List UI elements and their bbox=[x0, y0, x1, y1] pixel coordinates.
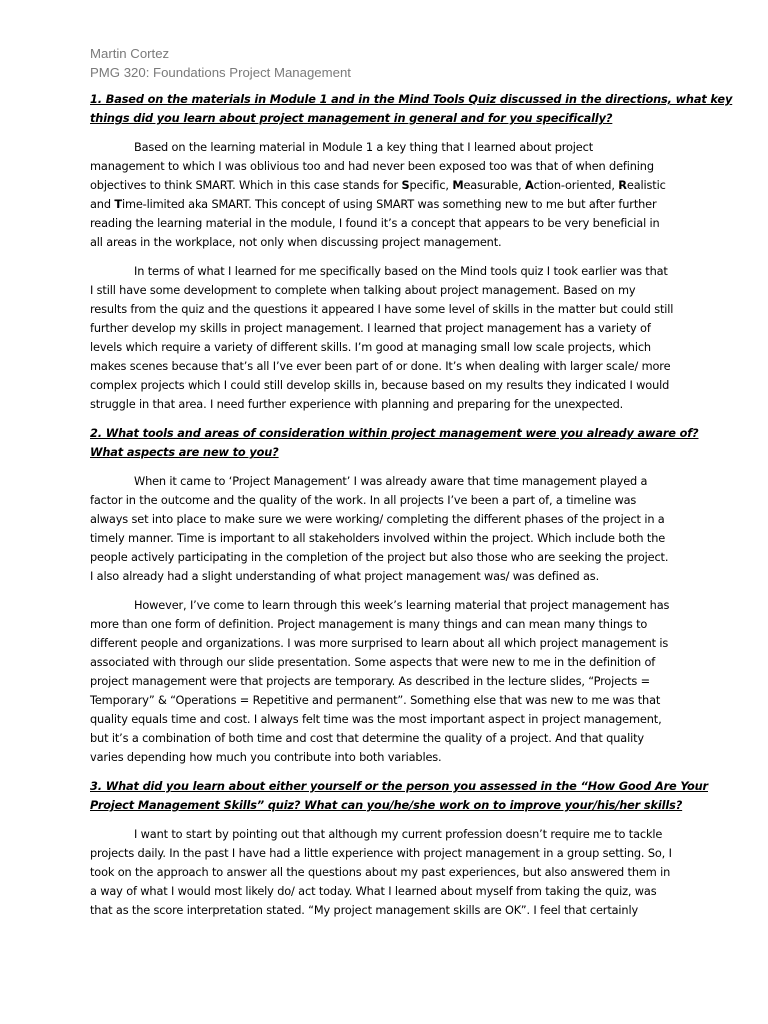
question-3 bbox=[90, 777, 708, 815]
text-line: However, I’ve come to learn through this week’s learning material that project management has bbox=[134, 598, 670, 612]
question-3-line: 3. What did you learn about either yourself or the person you assessed in the “How Good Are Your bbox=[90, 779, 708, 793]
text-line: Based on the learning material in Module 1 a key thing that I learned about project bbox=[134, 140, 594, 154]
text-line: project management were that projects are temporary. As described in the lecture slides, “Projects = bbox=[90, 674, 650, 688]
answer-3-paragraph-1 bbox=[90, 825, 680, 920]
text-line: levels which require a variety of different skills. I’m good at managing small low scale projects, which bbox=[90, 340, 651, 354]
text-line: complex projects which I could still develop skills in, because based on my results they indicated I would bbox=[90, 378, 670, 392]
text-line: but it’s a combination of both time and cost that determine the quality of a project. And that quality bbox=[90, 731, 644, 745]
question-3-line: Project Management Skills” quiz? What can you/he/she work on to improve your/his/her skills? bbox=[90, 798, 683, 812]
question-1-line: 1. Based on the materials in Module 1 and in the Mind Tools Quiz discussed in the directions, what key bbox=[90, 92, 733, 106]
question-2-line: 2. What tools and areas of consideration within project management were you already aware of? bbox=[90, 426, 699, 440]
text-line: people actively participating in the completion of the project but also those who are seeking the project. bbox=[90, 550, 669, 564]
text-line: quality equals time and cost. I always felt time was the most important aspect in project management, bbox=[90, 712, 662, 726]
answer-2-paragraph-2 bbox=[90, 596, 680, 767]
text-line: different people and organizations. I was more surprised to learn about all which project management is bbox=[90, 636, 669, 650]
text-line: Temporary” & “Operations = Repetitive and permanent”. Something else that was new to me was that bbox=[90, 693, 661, 707]
text-line: objectives to think SMART. Which in this case stands for Specific, Measurable, Action-oriented, Realistic bbox=[90, 178, 666, 192]
text-line: I also already had a slight understanding of what project management was/ was defined as. bbox=[90, 569, 600, 583]
text-line: results from the quiz and the questions it appeared I have some level of skills in the matter but could still bbox=[90, 302, 674, 316]
text-line: makes scenes because that’s all I’ve ever been part of or done. It’s when dealing with larger scale/ more bbox=[90, 359, 671, 373]
text-line: a way of what I would most likely do/ act today. What I learned about myself from taking the quiz, was bbox=[90, 884, 657, 898]
text-line: associated with through our slide presentation. Some aspects that were new to me in the definition of bbox=[90, 655, 656, 669]
text-line: struggle in that area. I need further experience with planning and preparing for the unexpected. bbox=[90, 397, 624, 411]
question-2-line: What aspects are new to you? bbox=[90, 445, 279, 459]
answer-1-paragraph-2 bbox=[90, 262, 680, 414]
question-1-line: things did you learn about project management in general and for you specifically? bbox=[90, 111, 613, 125]
text-line: I still have some development to complete when talking about project management. Based on my bbox=[90, 283, 636, 297]
text-line: all areas in the workplace, not only when discussing project management. bbox=[90, 235, 502, 249]
text-line: further develop my skills in project management. I learned that project management has a variety of bbox=[90, 321, 651, 335]
question-1 bbox=[90, 90, 733, 128]
text-line: that as the score interpretation stated. “My project management skills are OK”. I feel that certainly bbox=[90, 903, 639, 917]
answer-2-paragraph-1 bbox=[90, 472, 680, 586]
text-line: I want to start by pointing out that although my current profession doesn’t require me to tackle bbox=[134, 827, 663, 841]
text-line: always set into place to make sure we were working/ completing the different phases of the project in a bbox=[90, 512, 665, 526]
text-line: factor in the outcome and the quality of the work. In all projects I’ve been a part of, a timeline was bbox=[90, 493, 637, 507]
text-line: more than one form of definition. Project management is many things and can mean many things to bbox=[90, 617, 648, 631]
text-line: took on the approach to answer all the questions about my past experiences, but also answered them in bbox=[90, 865, 671, 879]
text-line: projects daily. In the past I have had a little experience with project management in a group setting. So, I bbox=[90, 846, 672, 860]
answer-1-paragraph-1 bbox=[90, 138, 680, 252]
text-line: timely manner. Time is important to all stakeholders involved within the project. Which include both the bbox=[90, 531, 666, 545]
author-name: Martin Cortez bbox=[90, 46, 170, 61]
text-line: management to which I was oblivious too and had never been exposed too was that of when defining bbox=[90, 159, 654, 173]
course-title: PMG 320: Foundations Project Management bbox=[90, 65, 351, 80]
text-line: When it came to ‘Project Management’ I was already aware that time management played a bbox=[134, 474, 648, 488]
text-line: In terms of what I learned for me specifically based on the Mind tools quiz I took earlier was that bbox=[134, 264, 668, 278]
document-page bbox=[90, 44, 733, 920]
text-line: reading the learning material in the module, I found it’s a concept that appears to be very beneficial in bbox=[90, 216, 660, 230]
text-line: varies depending how much you contribute into both variables. bbox=[90, 750, 442, 764]
text-line: and Time-limited aka SMART. This concept of using SMART was something new to me but after further bbox=[90, 197, 657, 211]
question-2 bbox=[90, 424, 699, 462]
